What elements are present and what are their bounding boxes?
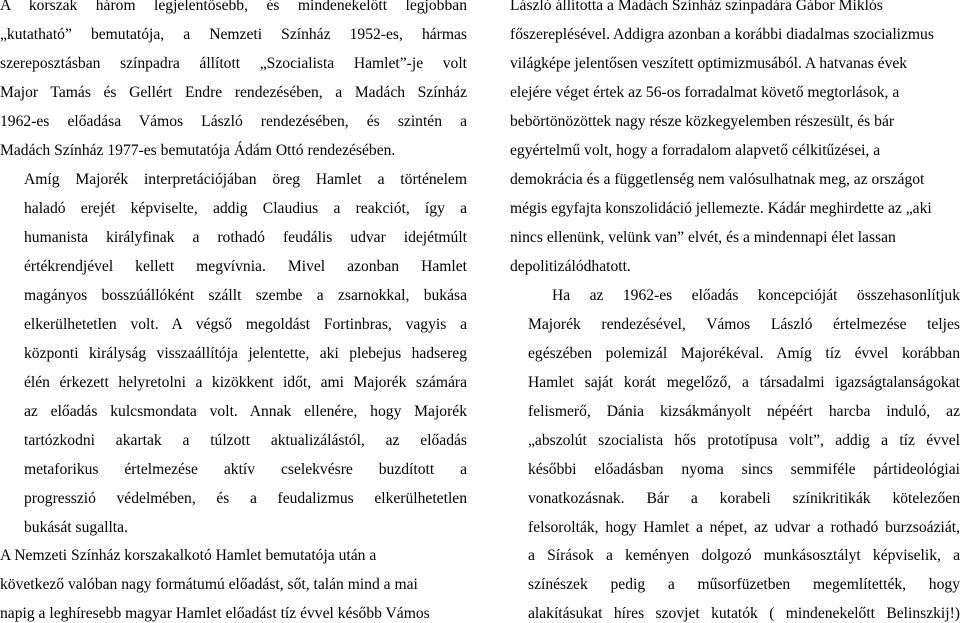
left-column-text-line: értékrendjével kellett megvívnia. Mivel azonban Hamlet xyxy=(24,258,467,275)
right-column-text-line: elejére véget értek az 56-os forradalmat követő megtorlások, a xyxy=(510,84,900,101)
left-column-text-line: Major Tamás és Gellért Endre rendezésében, a Madách Színház xyxy=(0,84,467,101)
left-column-text-line: 1962-es előadása Vámos László rendezésében, és szintén a xyxy=(0,113,467,130)
left-column-text-line: magányos bosszúállóként szállt szembe a zsarnokkal, bukása xyxy=(24,287,467,304)
right-column-text-line: bebörtönözöttek nagy része közkegyelemben részesült, és bár xyxy=(510,113,895,130)
left-column-text-line: Madách Színház 1977-es bemutatója Ádám Ottó rendezésében. xyxy=(0,142,396,159)
right-column-text-line: későbbi előadásban nyoma sincs semmiféle pártideológiai xyxy=(528,461,960,478)
right-column-text-line: Majorék rendezésével, Vámos László értelmezése teljes xyxy=(528,316,960,333)
left-column-text-line: A Nemzeti Színház korszakalkotó Hamlet bemutatója után a xyxy=(0,547,377,564)
right-column-text-line: egészében polemizál Majorékéval. Amíg tíz évvel korábban xyxy=(528,345,960,362)
right-column-text-line: vonatkozásnak. Bár a korabeli színikritikák kötelezően xyxy=(528,490,960,507)
left-column-text-line: Amíg Majorék interpretációjában öreg Hamlet a történelem xyxy=(24,171,467,188)
left-column-text-line: A korszak három legjelentősebb, és mindenekelőtt legjobban xyxy=(0,0,467,14)
left-column-text-line: „kutatható” bemutatója, a Nemzeti Színház 1952-es, hármas xyxy=(0,26,467,43)
left-column-text-line: tartózkodni akartak a túlzott aktualizálástól, az előadás xyxy=(24,432,467,449)
right-column-text-line: demokrácia és a függetlenség nem valósulhatnak meg, az országot xyxy=(510,171,925,188)
left-column-text-line: haladó erejét képviselte, addig Claudius a reakciót, így a xyxy=(24,200,467,217)
right-column-text-line: főszereplésével. Addigra azonban a korábbi diadalmas szocializmus xyxy=(510,26,934,43)
right-column-text-line: „abszolút szocialista hős prototípusa volt”, addig a tíz évvel xyxy=(528,432,960,449)
right-column-text-line: nincs ellenünk, velünk van” elvét, és a mindennapi élet lassan xyxy=(510,229,896,246)
left-column-text-line: szereposztásban színpadra állított „Szocialista Hamlet”-je volt xyxy=(0,55,467,72)
left-column-text-line: napig a leghíresebb magyar Hamlet előadást tíz évvel később Vámos xyxy=(0,605,430,622)
right-column-text-line: a Sírások a keményen dolgozó munkásosztályt képviselik, a xyxy=(528,547,960,564)
left-column-text-line: humanista királyfinak a rothadó feudális udvar idejétmúlt xyxy=(24,229,467,246)
right-column-text-line: egyértelmű volt, hogy a forradalom alapvető célkitűzései, a xyxy=(510,142,881,159)
left-column-text-line: következő valóban nagy formátumú előadást, sőt, talán mind a mai xyxy=(0,576,418,593)
left-column-text-line: élén érkezett helyretolni a kizökkent időt, ami Majorék számára xyxy=(24,374,467,391)
right-column-text-line: világképe jelentősen veszített optimizmusából. A hatvanas évek xyxy=(510,55,908,72)
right-column-text-line: László állította a Madách Színház színpadára Gábor Miklós xyxy=(510,0,883,14)
right-column-text-line: mégis egyfajta konszolidáció jellemezte. Kádár meghirdette az „aki xyxy=(510,200,932,217)
left-column-text-line: metaforikus értelmezése aktív cselekvésre buzdított a xyxy=(24,461,467,478)
left-column-text-line: bukását sugallta. xyxy=(24,519,128,536)
right-column-text-line: színészek pedig a műsorfüzetben megemlítették, hogy xyxy=(528,576,960,593)
right-column-text-line: Hamlet saját korát megelőző, a társadalmi igazságtalanságokat xyxy=(528,374,960,391)
left-column-text-line: progresszió védelmében, és a feudalizmus elkerülhetetlen xyxy=(24,490,467,507)
right-column-text-line: felsorolták, hogy Hamlet a népet, az udvar a rothadó burzsoáziát, xyxy=(528,519,960,536)
right-column-text-line: felismerő, Dánia kizsákmányolt népéért harcba induló, az xyxy=(528,403,960,420)
left-column-text-line: az előadás kulcsmondata volt. Annak ellenére, hogy Majorék xyxy=(24,403,467,420)
left-column-text-line: központi királyság visszaállítója jelentette, aki plebejus hadsereg xyxy=(24,345,467,362)
right-column-text-line: Ha az 1962-es előadás koncepcióját összehasonlítjuk xyxy=(552,287,960,304)
left-column-text-line: elkerülhetetlen volt. A végső megoldást Fortinbras, vagyis a xyxy=(24,316,467,333)
right-column-text-line: depolitizálódhatott. xyxy=(510,258,631,275)
right-column-text-line: alakításukat híres szovjet kutatók ( mindenekelőtt Belinszkij!) xyxy=(528,605,960,622)
